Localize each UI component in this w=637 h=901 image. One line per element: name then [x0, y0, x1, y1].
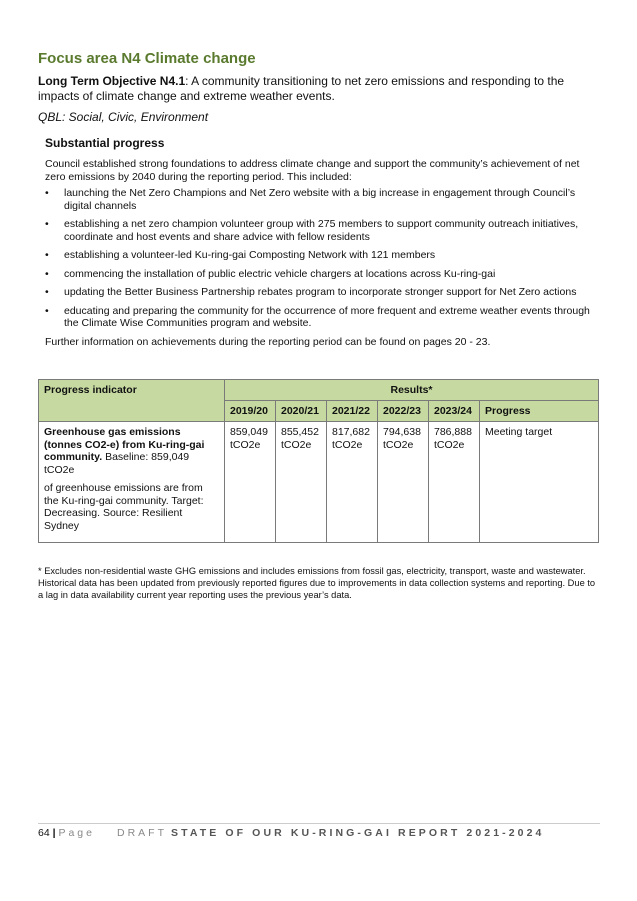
further-info: Further information on achievements during the reporting period can be found on pages 20 - 23. [45, 335, 491, 348]
list-item [45, 305, 600, 330]
bullet-icon: • [45, 304, 49, 317]
result-cell: 859,049 tCO2e [225, 422, 276, 543]
objective-paragraph [38, 74, 600, 104]
progress-heading: Substantial progress [45, 136, 165, 150]
column-header-year: 2021/22 [327, 401, 378, 422]
table-header-row [39, 380, 599, 401]
list-item-text: establishing a volunteer-led Ku-ring-gai Composting Network with 121 members [64, 249, 436, 261]
result-cell: 786,888 tCO2e [429, 422, 480, 543]
column-header-indicator: Progress indicator [39, 380, 225, 422]
list-item-text: commencing the installation of public electric vehicle chargers at locations across Ku-ring-gai [64, 267, 496, 280]
bullet-icon: • [45, 218, 49, 230]
indicator-heading [44, 426, 219, 476]
list-item [45, 268, 600, 281]
page-number: 64 [38, 827, 50, 839]
list-item [45, 286, 600, 299]
objective-text: : A community transitioning to net zero emissions and responding to the impacts of climate change and extreme weather events. [38, 74, 565, 103]
column-header-year: 2022/23 [378, 401, 429, 422]
column-header-year: 2019/20 [225, 401, 276, 422]
table-footnote: * Excludes non-residential waste GHG emissions and includes emissions from fossil gas, electricity, transport, waste and wastewater. Historical data has been updated from previously reported figures due to improvements in data collection systems and reporting. Due to a lag in data availability current year reporting uses the previous year’s data. [38, 566, 596, 601]
column-header-results: Results* [225, 380, 599, 401]
footer-separator: | [49, 827, 59, 839]
progress-intro: Council established strong foundations to address climate change and support the community’s achievement of net zero emissions by 2040 during the reporting period. This included: [45, 158, 580, 183]
list-item-text: launching the Net Zero Champions and Net Zero website with a big increase in engagement through Council’s digital channels [64, 187, 576, 212]
page-footer [38, 823, 600, 839]
qbl-line: QBL: Social, Civic, Environment [38, 110, 209, 124]
draft-label: DRAFT [117, 827, 167, 839]
bullet-icon: • [45, 286, 49, 298]
page-word: Page [58, 827, 95, 839]
bullet-icon: • [45, 187, 49, 199]
bullet-icon: • [45, 267, 49, 280]
indicator-description: of greenhouse emissions are from the Ku-ring-gai community. Target: Decreasing. Source: Resilient Sydney [44, 482, 204, 532]
list-item-text: establishing a net zero champion volunteer group with 275 members to support community outreach initiatives, coordinate and host events and share advice with fellow residents [64, 218, 579, 243]
page-content [38, 50, 600, 359]
column-header-progress: Progress [480, 401, 599, 422]
table-row [39, 422, 599, 543]
result-cell: 794,638 tCO2e [378, 422, 429, 543]
indicator-cell [39, 422, 225, 543]
column-header-year: 2023/24 [429, 401, 480, 422]
list-item [45, 249, 600, 262]
column-header-year: 2020/21 [276, 401, 327, 422]
achievements-list [45, 187, 600, 330]
indicator-baseline: Baseline: 859,049 tCO2e [44, 451, 190, 476]
list-item-text: updating the Better Business Partnership rebates program to incorporate stronger support for Net Zero actions [64, 286, 577, 298]
objective-label: Long Term Objective N4.1 [38, 74, 186, 88]
list-item [45, 187, 600, 212]
page-title: Focus area N4 Climate change [38, 50, 256, 67]
report-title: STATE OF OUR KU-RING-GAI REPORT 2021-2024 [171, 827, 545, 839]
result-cell: 855,452 tCO2e [276, 422, 327, 543]
list-item [45, 218, 600, 243]
bullet-icon: • [45, 249, 49, 261]
list-item-text: educating and preparing the community for the occurrence of more frequent and extreme weather events through the Climate Wise Communities program and website. [64, 304, 590, 329]
indicator-name: Greenhouse gas emissions (tonnes CO2-e) from Ku-ring-gai community. [44, 426, 205, 463]
progress-indicator-table [38, 379, 599, 543]
progress-status-cell: Meeting target [480, 422, 599, 543]
progress-section [38, 136, 600, 349]
result-cell: 817,682 tCO2e [327, 422, 378, 543]
